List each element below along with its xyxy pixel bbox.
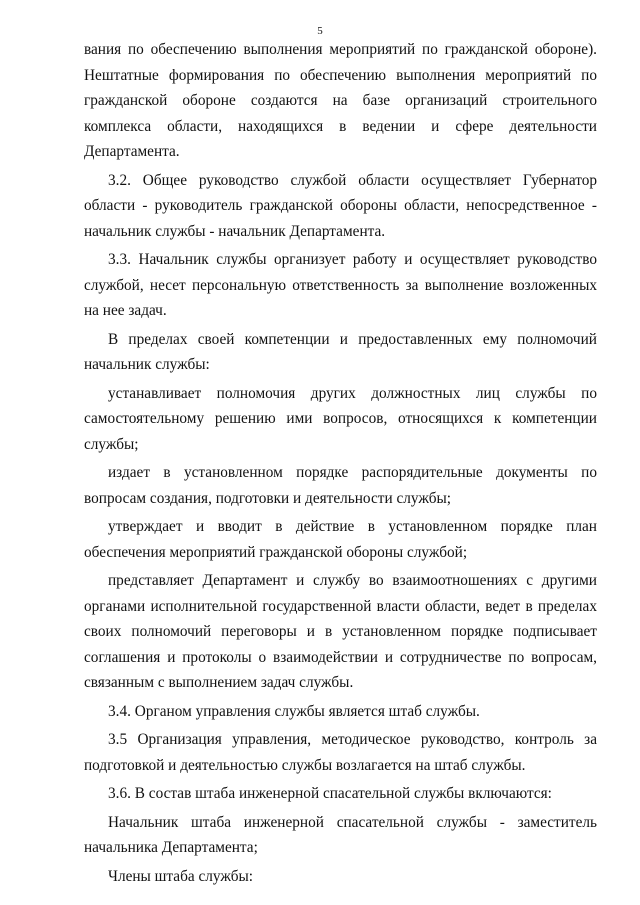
document-body bbox=[84, 37, 597, 892]
paragraph-3-4: 3.4. Органом управления службы является штаб службы. bbox=[108, 702, 480, 720]
paragraph-powers-item: утверждает и вводит в действие в установленном порядке план обеспечения мероприятий гражданской обороны службой; bbox=[84, 518, 597, 561]
page-number: 5 bbox=[317, 25, 323, 37]
paragraph-staff-members: Члены штаба службы: bbox=[108, 867, 254, 885]
paragraph-staff-chief: Начальник штаба инженерной спасательной службы - заместитель начальника Департамента; bbox=[84, 813, 597, 856]
paragraph-3-5: 3.5 Организация управления, методическое руководство, контроль за подготовкой и деятельностью службы возлагается на штаб службы. bbox=[84, 731, 597, 774]
paragraph-powers-item: устанавливает полномочия других должностных лиц службы по самостоятельному решению ими вопросов, относящихся к компетенции службы; bbox=[84, 384, 597, 453]
paragraph-3-6: 3.6. В состав штаба инженерной спасательной службы включаются: bbox=[108, 785, 552, 802]
paragraph-powers-intro: В пределах своей компетенции и предоставленных ему полномочий начальник службы: bbox=[84, 330, 597, 373]
paragraph-powers-item: представляет Департамент и службу во взаимоотношениях с другими органами исполнительной государственной власти области, ведет в пределах своих полномочий переговоры и в установленном порядке подписывает соглашения и протоколы о взаимодействии и сотрудничестве по вопросам, связанным с выполнением задач службы. bbox=[84, 572, 597, 691]
paragraph-3-3: 3.3. Начальник службы организует работу и осуществляет руководство службой, несет персональную ответственность за выполнение возложенных на нее задач. bbox=[84, 251, 597, 319]
paragraph-powers-item: издает в установленном порядке распорядительные документы по вопросам создания, подготовки и деятельности службы; bbox=[84, 464, 597, 507]
paragraph-continuation: вания по обеспечению выполнения мероприятий по гражданской обороне). Нештатные формирования по обеспечению выполнения мероприятий по гражданской обороне создаются на базе организаций строительного комплекса области, находящихся в ведении и сфере деятельности Департамента. bbox=[84, 41, 597, 160]
paragraph-3-2: 3.2. Общее руководство службой области осуществляет Губернатор области - руководитель гражданской обороны области, непосредственное - начальник службы - начальник Департамента. bbox=[84, 171, 597, 240]
